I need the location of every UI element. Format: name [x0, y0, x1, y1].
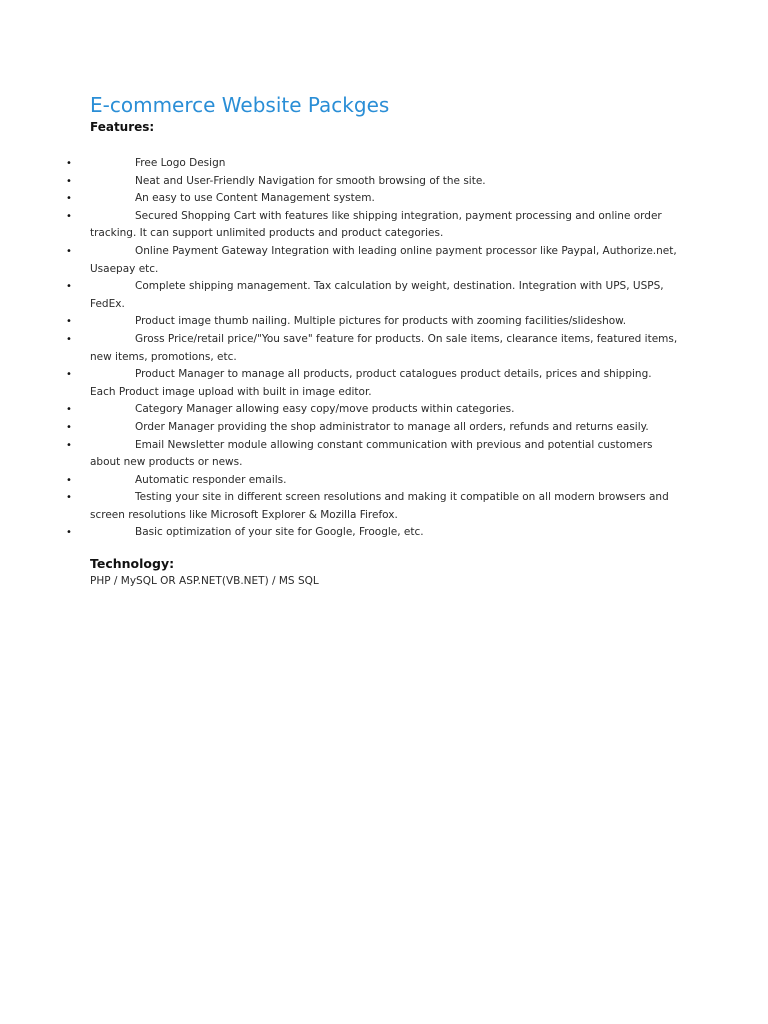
feature-text: Category Manager allowing easy copy/move products within categories.: [135, 403, 515, 416]
bullet-icon: •: [66, 492, 72, 504]
feature-text: Secured Shopping Cart with features like shipping integration, payment processing and online order tracking. It can support unlimited products and product categories.: [90, 209, 662, 240]
bullet-icon: •: [66, 404, 72, 416]
feature-list: [0, 155, 768, 542]
feature-text: Gross Price/retail price/"You save" feature for products. On sale items, clearance items, featured items, new items, promotions, etc.: [90, 332, 678, 363]
feature-text: An easy to use Content Management system.: [135, 192, 375, 205]
feature-text: Order Manager providing the shop administrator to manage all orders, refunds and returns easily.: [135, 420, 649, 433]
features-heading: Features:: [90, 120, 155, 134]
feature-item: [0, 313, 680, 331]
feature-item: [0, 190, 680, 208]
feature-item: [0, 472, 680, 490]
bullet-icon: •: [66, 281, 72, 293]
feature-item: [0, 437, 680, 472]
feature-text: Email Newsletter module allowing constant communication with previous and potential customers about new products or news.: [90, 438, 653, 469]
feature-text: Free Logo Design: [135, 157, 226, 169]
bullet-icon: •: [66, 474, 72, 486]
bullet-icon: •: [66, 193, 72, 205]
technology-heading: Technology:: [90, 556, 175, 571]
feature-item: [0, 366, 680, 401]
bullet-icon: •: [66, 421, 72, 433]
feature-text: Product image thumb nailing. Multiple pictures for products with zooming facilities/slideshow.: [135, 315, 627, 328]
bullet-icon: •: [66, 210, 72, 222]
feature-text: Product Manager to manage all products, product catalogues product details, prices and shipping. Each Product image upload with built in image editor.: [90, 368, 652, 398]
bullet-icon: •: [66, 175, 72, 187]
feature-item: [0, 173, 680, 191]
bullet-icon: •: [66, 527, 72, 539]
feature-item: [0, 331, 680, 366]
feature-item: [0, 278, 680, 313]
feature-item: [0, 243, 680, 278]
technology-stack: PHP / MySQL OR ASP.NET(VB.NET) / MS SQL: [90, 575, 319, 587]
feature-item: [0, 419, 680, 437]
bullet-icon: •: [66, 439, 72, 451]
bullet-icon: •: [66, 333, 72, 345]
bullet-icon: •: [66, 316, 72, 328]
feature-text: Automatic responder emails.: [135, 473, 287, 486]
bullet-icon: •: [66, 158, 72, 169]
document-title: E-commerce Website Packges: [90, 93, 390, 117]
feature-item: [0, 401, 680, 419]
feature-item: [0, 208, 680, 243]
feature-item: [0, 524, 680, 542]
feature-text: Neat and User-Friendly Navigation for smooth browsing of the site.: [135, 174, 486, 187]
feature-text: Complete shipping management. Tax calculation by weight, destination. Integration with UPS, USPS, FedEx.: [90, 280, 664, 310]
feature-item: [0, 155, 680, 173]
feature-text: Basic optimization of your site for Google, Froogle, etc.: [135, 526, 424, 539]
feature-text: Testing your site in different screen resolutions and making it compatible on all modern browsers and screen resolutions like Microsoft Explorer & Mozilla Firefox.: [90, 491, 669, 521]
feature-item: [0, 489, 680, 524]
feature-text: Online Payment Gateway Integration with leading online payment processor like Paypal, Authorize.net, Usaepay etc.: [90, 244, 677, 275]
bullet-icon: •: [66, 369, 72, 381]
bullet-icon: •: [66, 245, 72, 257]
